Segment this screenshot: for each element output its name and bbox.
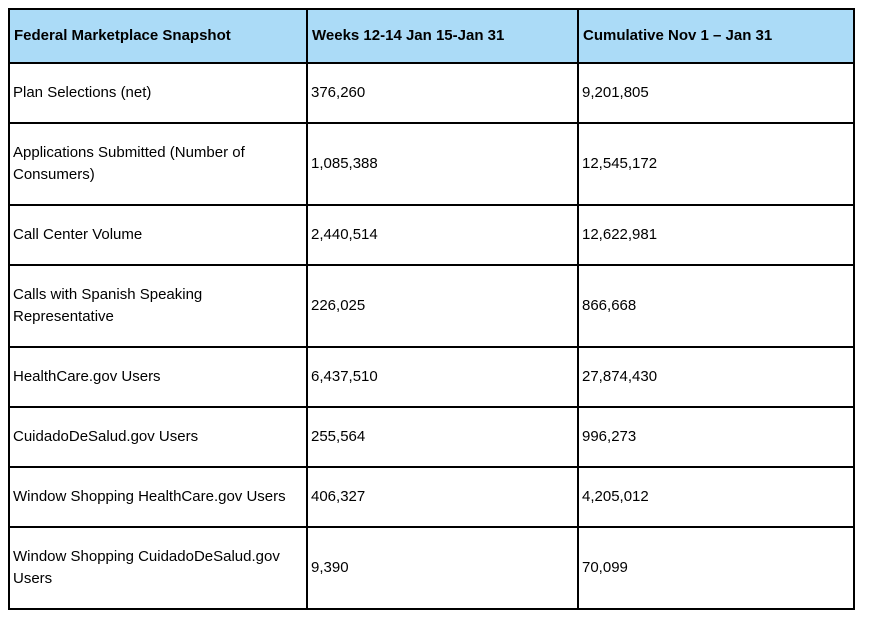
cumulative-value: 27,874,430: [578, 347, 854, 407]
table-row: [9, 63, 854, 123]
weeks-12-14-value: 376,260: [307, 63, 578, 123]
table-row: [9, 407, 854, 467]
metric-label: Plan Selections (net): [9, 63, 307, 123]
weeks-12-14-value: 226,025: [307, 265, 578, 347]
column-header-weeks-12-14: Weeks 12-14 Jan 15-Jan 31: [307, 9, 578, 63]
metric-label: Call Center Volume: [9, 205, 307, 265]
weeks-12-14-value: 1,085,388: [307, 123, 578, 205]
cumulative-value: 9,201,805: [578, 63, 854, 123]
weeks-12-14-value: 9,390: [307, 527, 578, 609]
cumulative-value: 4,205,012: [578, 467, 854, 527]
table-header-row: [9, 9, 854, 63]
table-row: [9, 527, 854, 609]
cumulative-value: 12,622,981: [578, 205, 854, 265]
metric-label: Calls with Spanish Speaking Representative: [9, 265, 307, 347]
cumulative-value: 866,668: [578, 265, 854, 347]
weeks-12-14-value: 406,327: [307, 467, 578, 527]
metric-label: Window Shopping CuidadoDeSalud.gov Users: [9, 527, 307, 609]
table-row: [9, 347, 854, 407]
cumulative-value: 12,545,172: [578, 123, 854, 205]
table-row: [9, 265, 854, 347]
metric-label: CuidadoDeSalud.gov Users: [9, 407, 307, 467]
weeks-12-14-value: 6,437,510: [307, 347, 578, 407]
table-body: [9, 63, 854, 609]
weeks-12-14-value: 2,440,514: [307, 205, 578, 265]
table-row: [9, 205, 854, 265]
metric-label: Applications Submitted (Number of Consumers): [9, 123, 307, 205]
metric-label: Window Shopping HealthCare.gov Users: [9, 467, 307, 527]
metric-label: HealthCare.gov Users: [9, 347, 307, 407]
table-row: [9, 123, 854, 205]
column-header-cumulative: Cumulative Nov 1 – Jan 31: [578, 9, 854, 63]
weeks-12-14-value: 255,564: [307, 407, 578, 467]
federal-marketplace-snapshot-table: [8, 8, 855, 610]
column-header-snapshot: Federal Marketplace Snapshot: [9, 9, 307, 63]
cumulative-value: 996,273: [578, 407, 854, 467]
cumulative-value: 70,099: [578, 527, 854, 609]
table-row: [9, 467, 854, 527]
